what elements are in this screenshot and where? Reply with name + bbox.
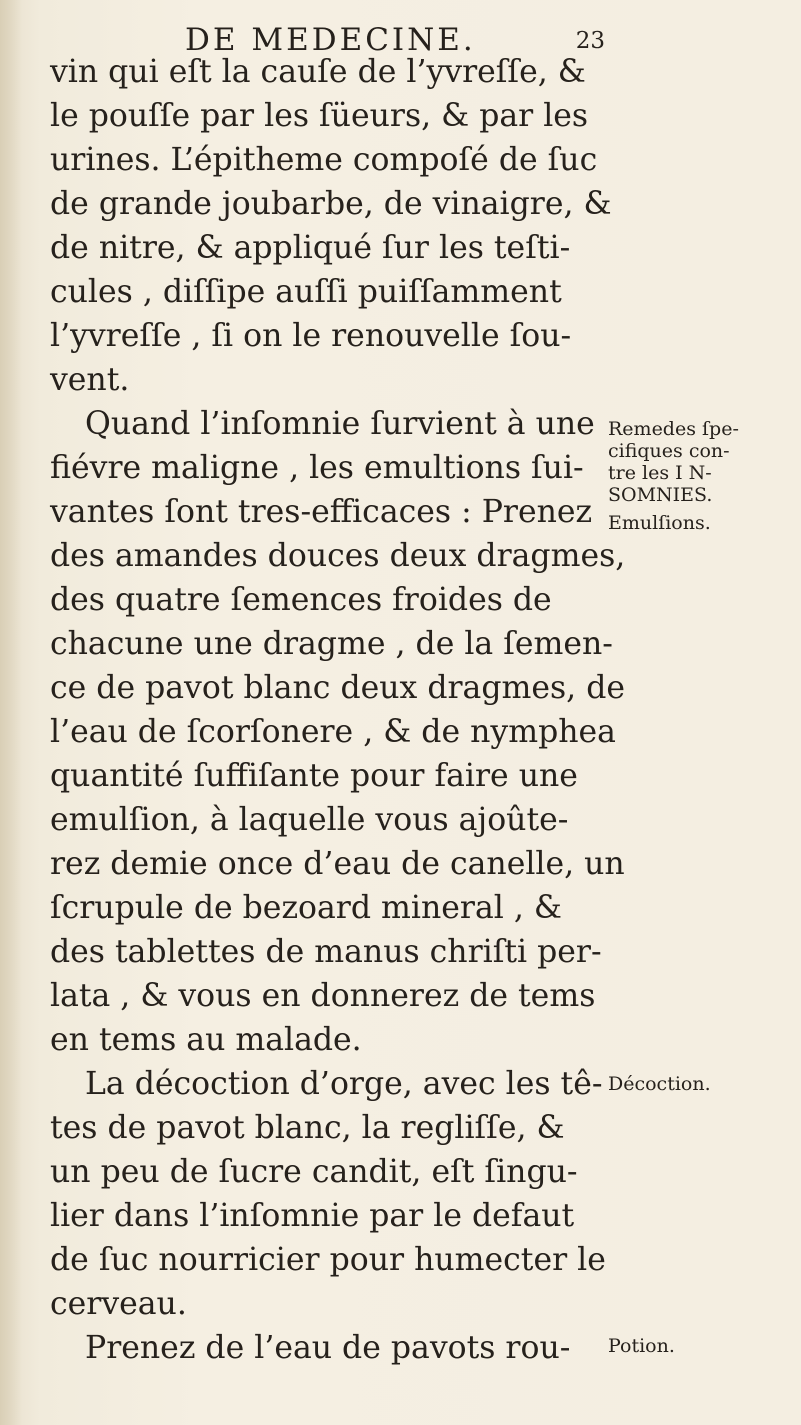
margin-note-line: Remedes ſpe-: [608, 418, 739, 440]
text-line: ſcrupule de bezoard mineral , &: [50, 890, 562, 926]
text-line: vantes ſont tres-efficaces : Prenez: [50, 494, 593, 530]
margin-note-line: cifiques con-: [608, 440, 730, 462]
text-line: l’yvreſſe , ſi on le renouvelle ſou-: [50, 318, 572, 354]
text-line: un peu de ſucre candit, eſt ſingu-: [50, 1154, 578, 1190]
margin-note-remedes: [608, 418, 798, 506]
margin-note-emulsions: Emulſions.: [608, 512, 711, 534]
margin-note-decoction: Décoction.: [608, 1073, 711, 1095]
text-line: de ſuc nourricier pour humecter le: [50, 1242, 606, 1278]
running-head: DE MEDECINE.: [185, 22, 476, 58]
text-line: fiévre maligne , les emultions ſui-: [50, 450, 584, 486]
text-line: Quand l’inſomnie ſurvient à une: [85, 406, 595, 442]
text-line: quantité ſuffiſante pour faire une: [50, 758, 578, 794]
page-gutter-shadow: [0, 0, 22, 1425]
text-line: La décoction d’orge, avec les tê-: [85, 1066, 603, 1102]
text-line: en tems au malade.: [50, 1022, 362, 1058]
text-line: urines. L’épitheme compoſé de ſuc: [50, 142, 598, 178]
text-line: ce de pavot blanc deux dragmes, de: [50, 670, 625, 706]
text-line: cerveau.: [50, 1286, 187, 1322]
text-line: des quatre ſemences froides de: [50, 582, 552, 618]
text-line: chacune une dragme , de la ſemen-: [50, 626, 613, 662]
text-line: vin qui eſt la cauſe de l’yvreſſe, &: [50, 54, 586, 90]
text-line: vent.: [50, 362, 130, 398]
text-line: lier dans l’inſomnie par le defaut: [50, 1198, 575, 1234]
text-line: de nitre, & appliqué ſur les teſti-: [50, 230, 571, 266]
text-line: cules , diſſipe auſſi puiſſamment: [50, 274, 562, 310]
text-line: lata , & vous en donnerez de tems: [50, 978, 596, 1014]
text-line: rez demie once d’eau de canelle, un: [50, 846, 625, 882]
margin-note-line: tre les I N-: [608, 462, 712, 484]
text-line: des amandes douces deux dragmes,: [50, 538, 626, 574]
text-line: tes de pavot blanc, la regliſſe, &: [50, 1110, 565, 1146]
text-line: emulſion, à laquelle vous ajoûte-: [50, 802, 569, 838]
page-number: 23: [575, 28, 605, 54]
text-line: des tablettes de manus chriſti per-: [50, 934, 602, 970]
margin-note-potion: Potion.: [608, 1335, 675, 1357]
text-line: de grande joubarbe, de vinaigre, &: [50, 186, 612, 222]
text-line: Prenez de l’eau de pavots rou-: [85, 1330, 571, 1366]
margin-note-line: SOMNIES.: [608, 484, 713, 506]
text-line: l’eau de ſcorſonere , & de nymphea: [50, 714, 616, 750]
text-line: le pouſſe par les ſüeurs, & par les: [50, 98, 589, 134]
